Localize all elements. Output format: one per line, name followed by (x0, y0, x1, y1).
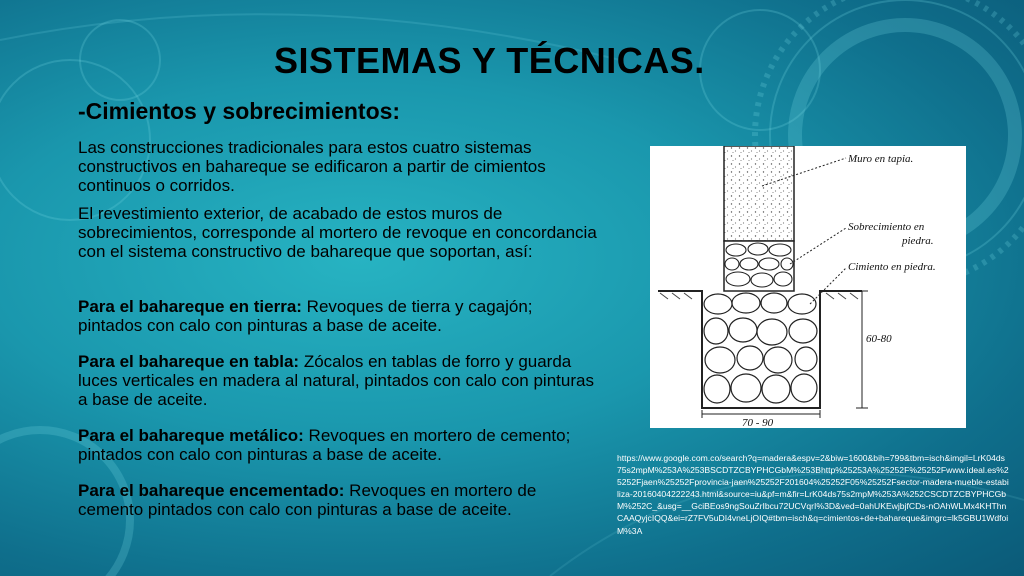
intro-paragraph: Las construcciones tradicionales para estos cuatro sistemas constructivos en bahareque se edificaron a partir de cimientos continuos o corridos. (78, 138, 546, 195)
slide-title: SISTEMAS Y TÉCNICAS. (274, 40, 705, 81)
label-sobrecimiento-2: piedra. (902, 235, 934, 247)
item-text: Revoques de tierra y cagajón; pintados con calo con pinturas a base de aceite. (78, 297, 533, 335)
slide-subtitle: -Cimientos y sobrecimientos: (78, 98, 401, 124)
cimiento-stones (704, 293, 817, 403)
label-width: 70 - 90 (742, 417, 774, 428)
item-label: Para el bahareque metálico: (78, 426, 304, 445)
label-depth: 60-80 (866, 333, 892, 345)
label-cimiento: Cimiento en piedra. (848, 261, 936, 273)
item-label: Para el bahareque en tabla: (78, 352, 300, 371)
foundation-diagram (650, 146, 966, 428)
item-label: Para el bahareque encementado: (78, 481, 345, 500)
item-tierra (78, 297, 598, 335)
item-label: Para el bahareque en tierra: (78, 297, 302, 316)
label-wall: Muro en tapia. (848, 153, 914, 165)
item-text: Revoques en mortero de cemento pintados con calo con pinturas a base de aceite. (78, 481, 537, 519)
item-tabla (78, 352, 598, 409)
item-metalico (78, 426, 598, 464)
item-text: Zócalos en tablas de forro y guarda luces verticales en madera al natural, pintados con calo con pinturas a base de aceite. (78, 352, 594, 409)
item-text: Revoques en mortero de cemento; pintados con calo con pinturas a base de aceite. (78, 426, 571, 464)
image-source-url: https://www.google.com.co/search?q=madera&espv=2&biw=1600&bih=799&tbm=isch&imgil=LrK04ds75s2mpM%253A%253BSCDTZCBYPHCGbM%253Bhttp%25253A%25252F%25252Fwww.ideal.es%25252Fjaen%25252Fprovincia-jaen%25252F201604%25252F05%25252Fsector-madera-mueble-estabiliza-20160404222243.html&source=iu&pf=m&fir=LrK04ds75s2mpM%253A%252CSCDTZCBYPHCGbM%252C_&usg=__GciBEos9ngSouZrIbcu72UCVqrI%3D&ved=0ahUKEwjbjfCDs-nOAhWLMx4KHThnCAAQyjcIQQ&ei=rZ7FV5uDI4vneLjOIQ#tbm=isch&q=cimientos+de+bahareque&imgrc=lk5GBU1WdfoiM%3A (617, 453, 1009, 536)
tapia-wall (724, 146, 794, 241)
coating-paragraph: El revestimiento exterior, de acabado de estos muros de sobrecimientos, corresponde al mortero de revoque en concordancia con el sistema constructivo de bahareque que soportan, así: (78, 204, 597, 261)
item-encementado (78, 481, 598, 519)
label-sobrecimiento-1: Sobrecimiento en (848, 221, 925, 233)
